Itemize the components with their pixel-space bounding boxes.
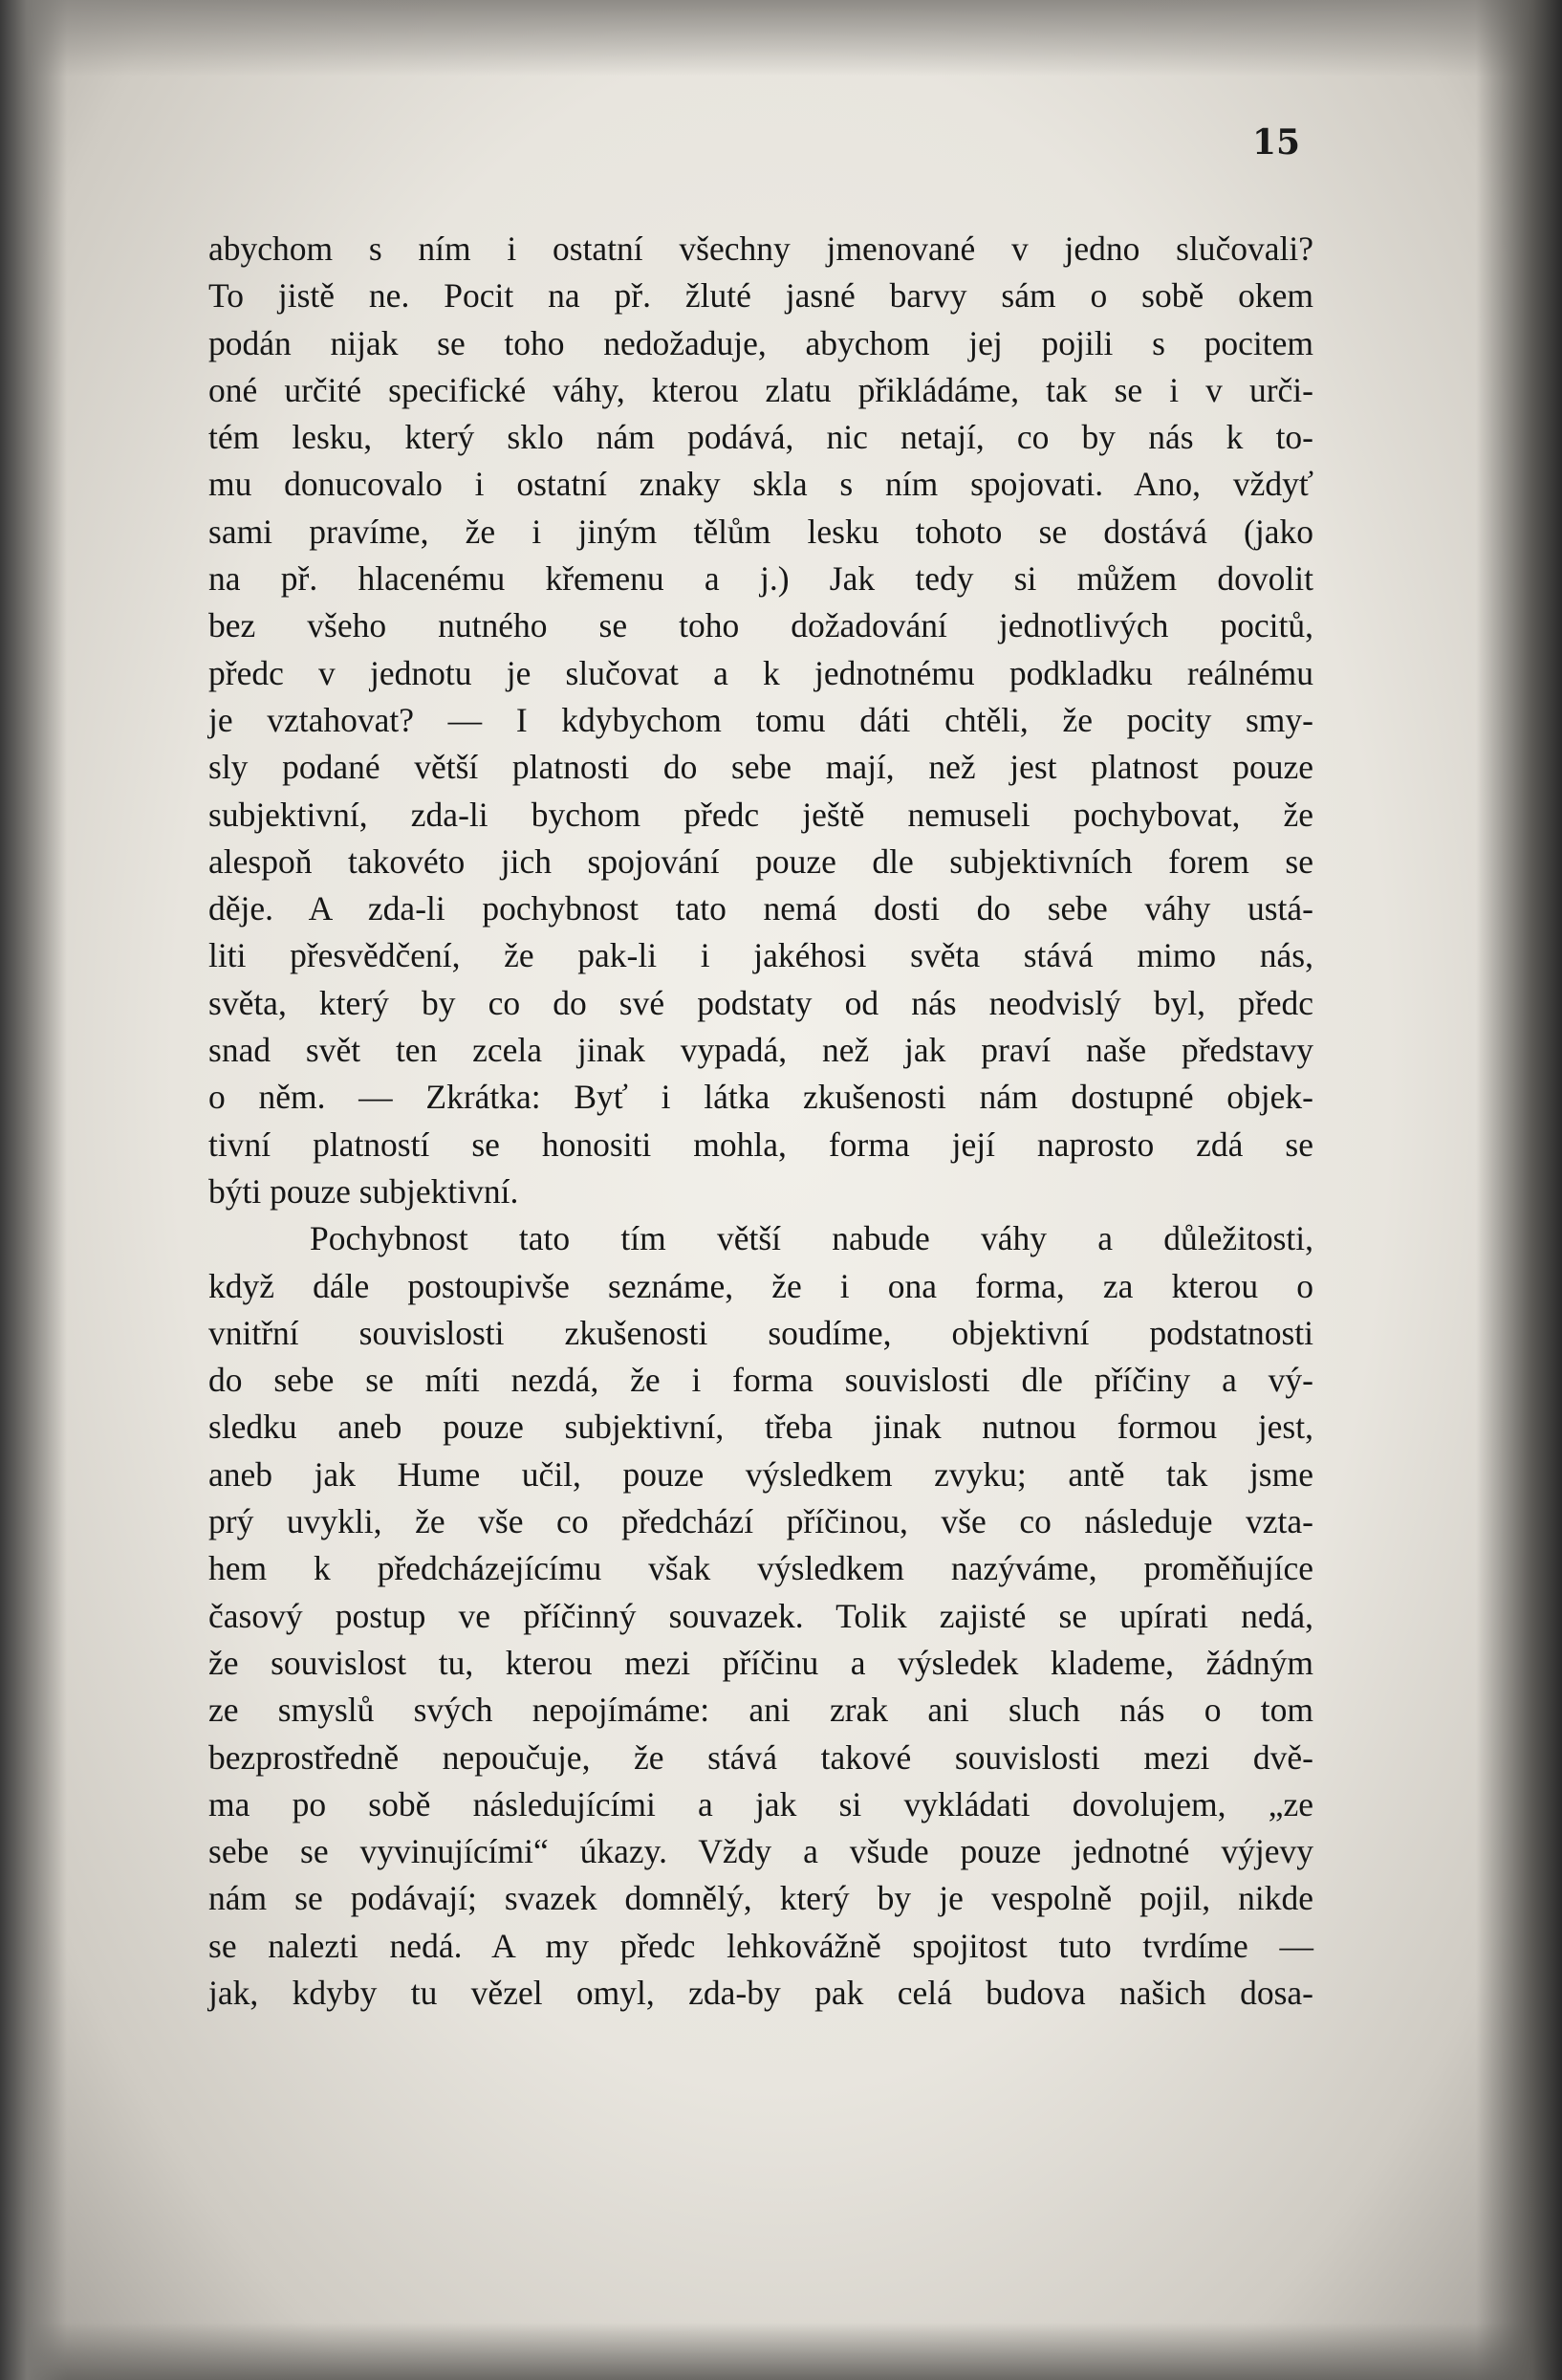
text-line: sebe se vyvinujícími“ úkazy. Vždy a všude pouze jednotné výjevy [208, 1832, 1313, 1871]
text-line: subjektivní, zda-li bychom předc ještě nemuseli pochybovat, že [208, 795, 1313, 834]
text-line: nám se podávají; svazek domnělý, který by je vespolně pojil, nikde [208, 1879, 1313, 1918]
page-shadow-top [0, 0, 1562, 76]
text-line: světa, který by co do své podstaty od nás neodvislý byl, předc [208, 983, 1313, 1022]
text-line: předc v jednotu je slučovat a k jednotnému podkladku reálnému [208, 653, 1313, 692]
text-line: sly podané větší platnosti do sebe mají, než jest platnost pouze [208, 748, 1313, 787]
text-line: alespoň takovéto jich spojování pouze dle subjektivních forem se [208, 841, 1313, 881]
text-line: je vztahovat? — I kdybychom tomu dáti chtěli, že pocity smy- [208, 700, 1313, 739]
text-line: že souvislost tu, kterou mezi příčinu a výsledek klademe, žádným [208, 1643, 1313, 1682]
text-line: ma po sobě následujícími a jak si vykládati dovolujem, „ze [208, 1784, 1313, 1823]
text-line: do sebe se míti nezdá, že i forma souvislosti dle příčiny a vý- [208, 1361, 1313, 1400]
text-line: o něm. — Zkrátka: Byť i látka zkušenosti nám dostupné objek- [208, 1078, 1313, 1117]
text-line: tivní platností se honositi mohla, forma její naprosto zdá se [208, 1124, 1313, 1164]
text-line: To jistě ne. Pocit na př. žluté jasné barvy sám o sobě okem [208, 276, 1313, 316]
text-line: oné určité specifické váhy, kterou zlatu přikládáme, tak se i v urči- [208, 370, 1313, 409]
text-line: se nalezti nedá. A my předc lehkovážně spojitost tuto tvrdíme — [208, 1926, 1313, 1965]
page-shadow-bottom [0, 2323, 1562, 2380]
text-line: bez všeho nutného se toho dožadování jednotlivých pocitů, [208, 606, 1313, 645]
text-line: ze smyslů svých nepojímáme: ani zrak ani sluch nás o tom [208, 1691, 1313, 1730]
text-line: tém lesku, který sklo nám podává, nic netají, co by nás k to- [208, 418, 1313, 457]
page-shadow-left [0, 0, 67, 2380]
text-line: Pochybnost tato tím větší nabude váhy a důležitosti, [310, 1219, 1313, 1258]
text-line: jak, kdyby tu vězel omyl, zda-by pak celá budova našich dosa- [208, 1973, 1313, 2012]
text-line: bezprostředně nepoučuje, že stává takové souvislosti mezi dvě- [208, 1737, 1313, 1777]
text-line: na př. hlacenému křemenu a j.) Jak tedy si můžem dovolit [208, 559, 1313, 599]
text-line: děje. A zda-li pochybnost tato nemá dosti do sebe váhy ustá- [208, 889, 1313, 928]
text-line: prý uvykli, že vše co předchází příčinou, vše co následuje vzta- [208, 1502, 1313, 1541]
text-line: hem k předcházejícímu však výsledkem nazýváme, proměňujíce [208, 1549, 1313, 1588]
page-shadow-right [1476, 0, 1562, 2380]
text-line: časový postup ve příčinný souvazek. Tolik zajisté se upírati nedá, [208, 1596, 1313, 1635]
page-number: 15 [1252, 122, 1301, 163]
text-line: vnitřní souvislosti zkušenosti soudíme, objektivní podstatnosti [208, 1313, 1313, 1352]
text-line: abychom s ním i ostatní všechny jmenované v jedno slučovali? [208, 229, 1313, 268]
body-text [208, 226, 1313, 2017]
text-line: sledku aneb pouze subjektivní, třeba jinak nutnou formou jest, [208, 1408, 1313, 1447]
text-line: když dále postoupivše seznáme, že i ona forma, za kterou o [208, 1266, 1313, 1305]
text-line: liti přesvědčení, že pak-li i jakéhosi světa stává mimo nás, [208, 936, 1313, 975]
text-line: mu donucovalo i ostatní znaky skla s ním spojovati. Ano, vždyť [208, 465, 1313, 504]
text-line: býti pouze subjektivní. [208, 1171, 519, 1211]
text-line: aneb jak Hume učil, pouze výsledkem zvyku; antě tak jsme [208, 1454, 1313, 1494]
text-line: sami pravíme, že i jiným tělům lesku tohoto se dostává (jako [208, 512, 1313, 551]
text-line: snad svět ten zcela jinak vypadá, než jak praví naše představy [208, 1031, 1313, 1070]
text-line: podán nijak se toho nedožaduje, abychom jej pojili s pocitem [208, 323, 1313, 362]
